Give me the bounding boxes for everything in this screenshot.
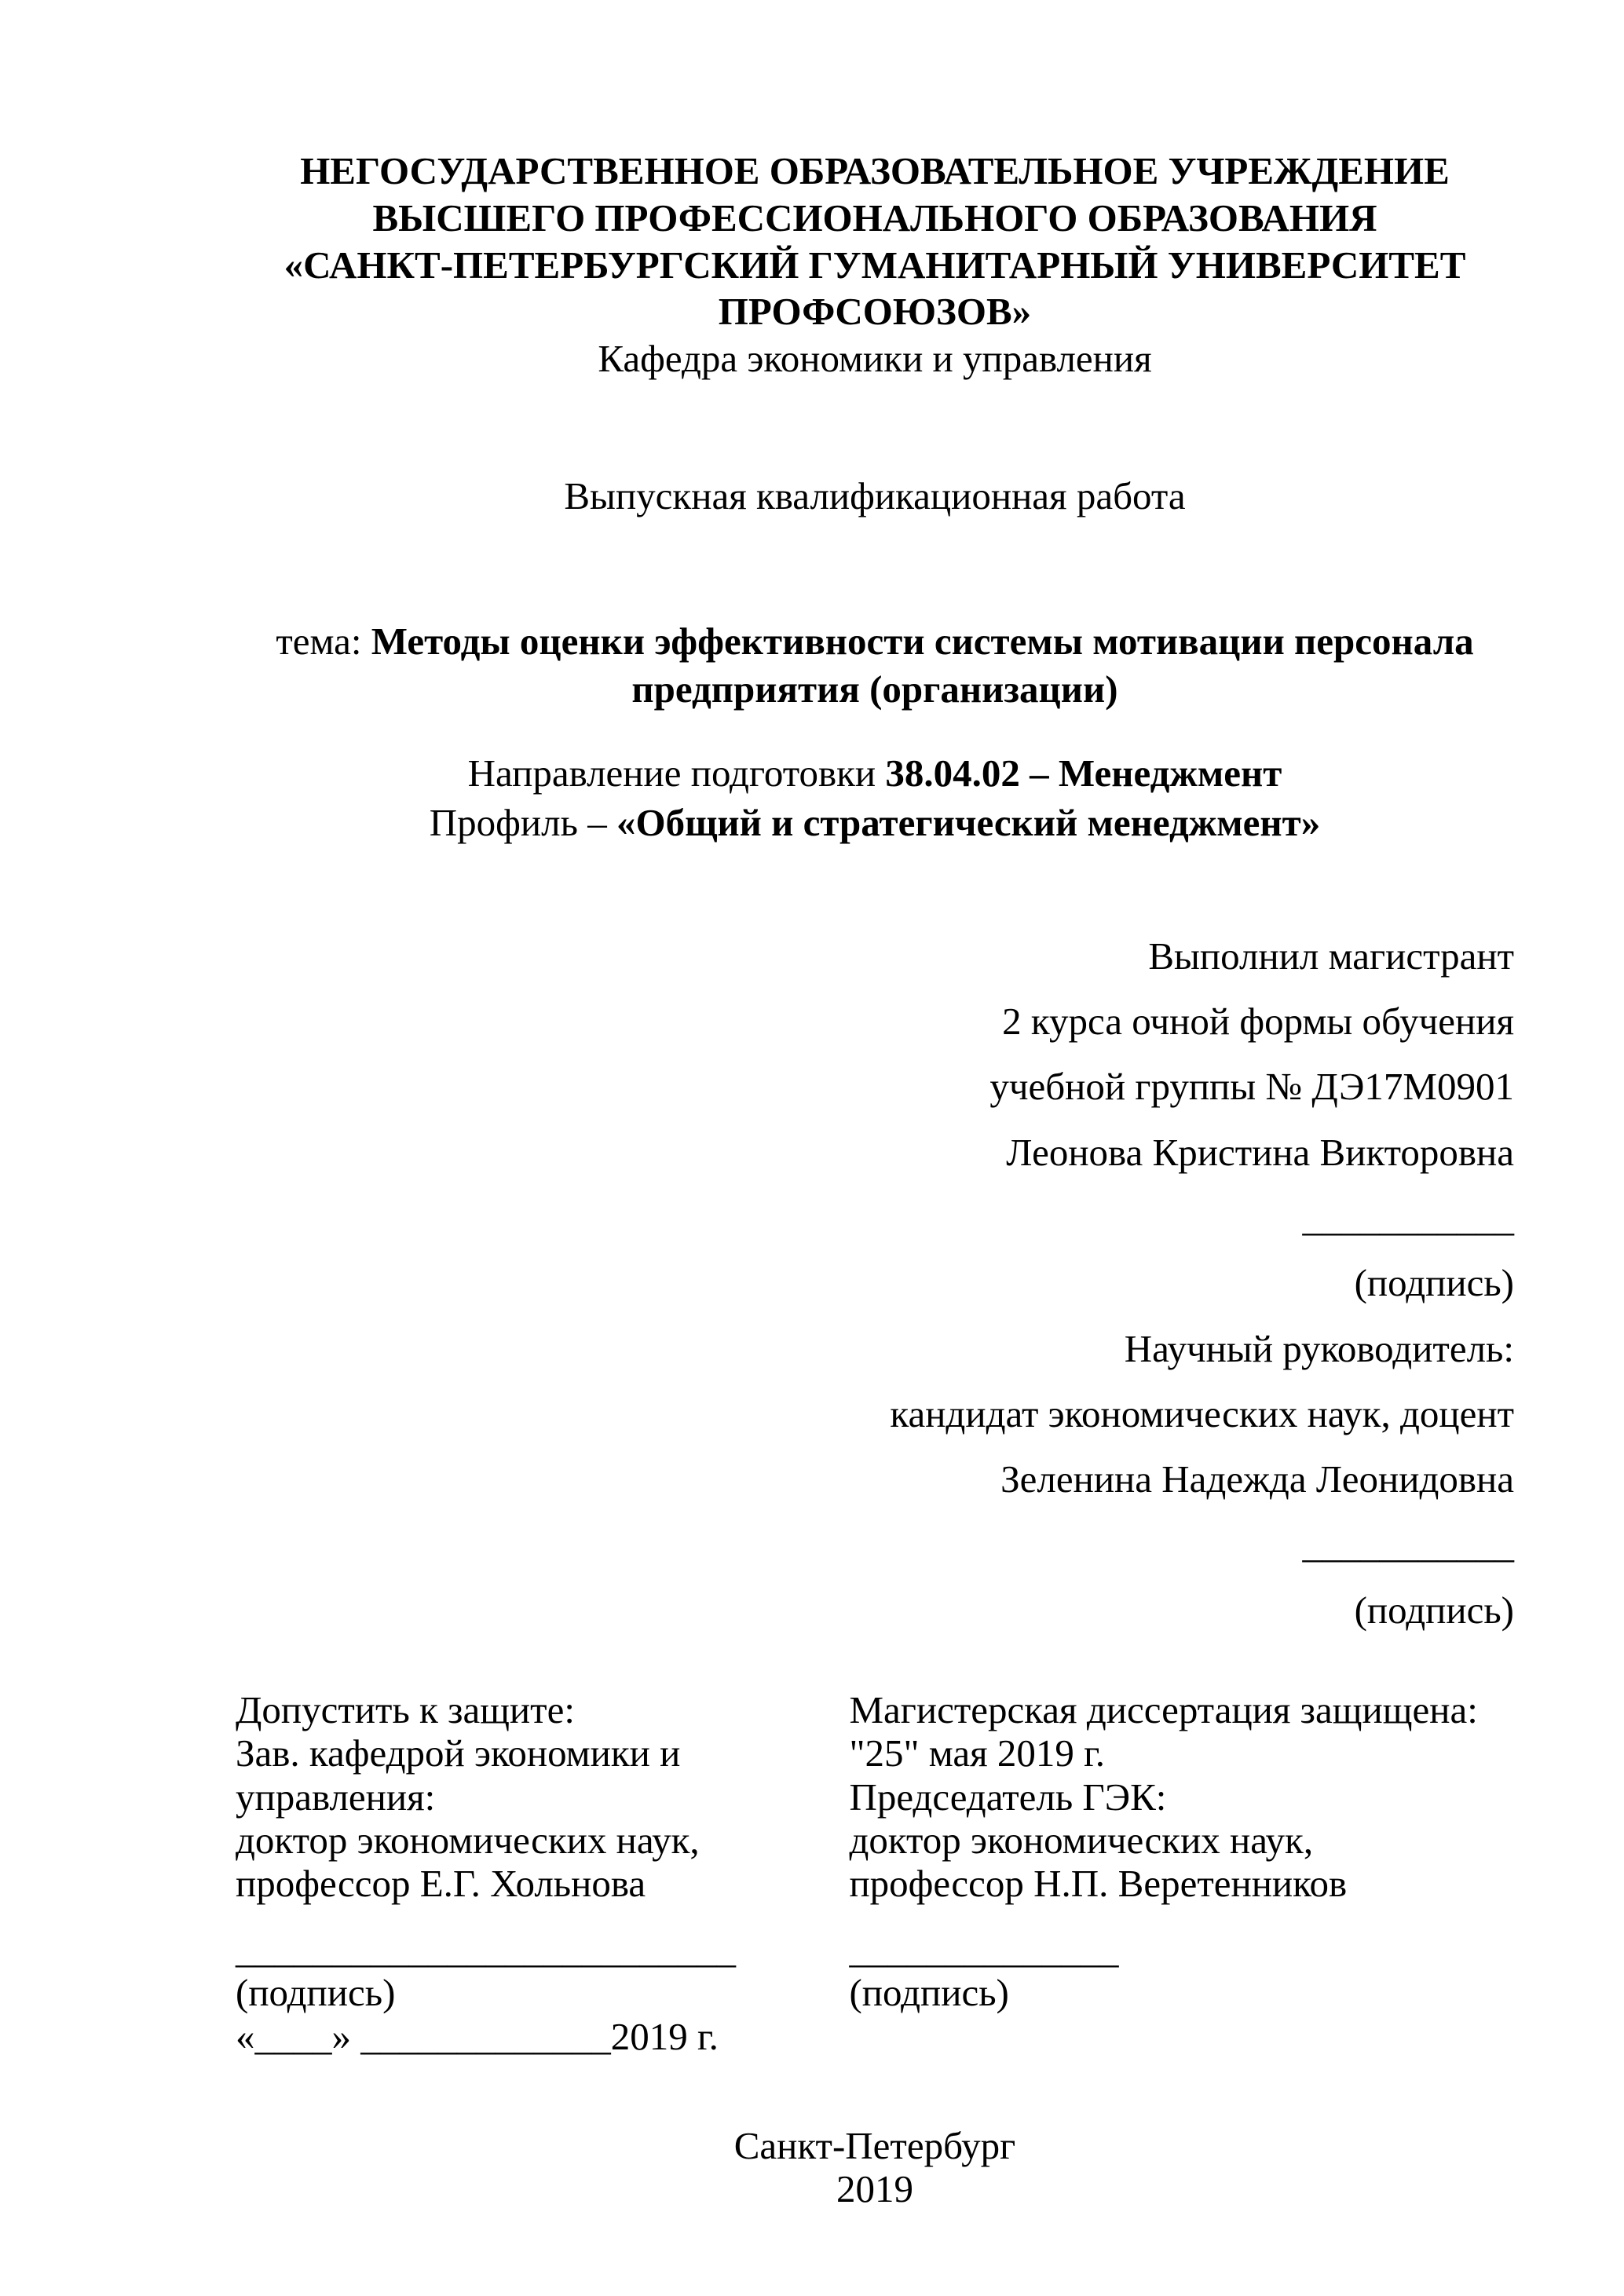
defense-line: профессор Н.П. Веретенников xyxy=(849,1862,1348,1906)
university-name-line-2: ВЫСШЕГО ПРОФЕССИОНАЛЬНОГО ОБРАЗОВАНИЯ xyxy=(372,196,1377,239)
author-name: Леонова Кристина Викторовна xyxy=(1006,1130,1514,1174)
author-supervisor-block xyxy=(236,923,1514,1643)
footer-city: Санкт-Петербург xyxy=(733,2123,1016,2167)
admission-date-line: «____» _____________2019 г. xyxy=(236,2014,719,2058)
profile-value: «Общий и стратегический менеджмент» xyxy=(616,801,1321,845)
defense-line: "25" мая 2019 г. xyxy=(849,1731,1105,1775)
defense-line: Председатель ГЭК: xyxy=(849,1775,1167,1819)
profile-line xyxy=(236,799,1514,848)
admission-block xyxy=(236,1688,849,2058)
author-line: Выполнил магистрант xyxy=(1148,934,1514,978)
author-line: учебной группы № ДЭ17М0901 xyxy=(989,1065,1514,1109)
supervisor-heading: Научный руководитель: xyxy=(1124,1326,1514,1370)
topic-title: Методы оценки эффективности системы мотивации персонала предприятия (организации) xyxy=(371,619,1474,711)
admission-signature-line: __________________________ xyxy=(236,1927,736,1971)
approval-section xyxy=(236,1688,1514,2058)
supervisor-name: Зеленина Надежда Леонидовна xyxy=(1000,1457,1514,1501)
admission-line: доктор экономических наук, xyxy=(236,1819,700,1863)
direction-line xyxy=(236,749,1514,799)
admission-line: Зав. кафедрой экономики и xyxy=(236,1731,681,1775)
supervisor-signature-line: ___________ xyxy=(1302,1523,1514,1567)
author-line: 2 курса очной формы обучения xyxy=(1002,1000,1514,1044)
profile-label: Профиль – xyxy=(429,801,616,845)
thesis-topic xyxy=(236,617,1514,714)
direction-label: Направление подготовки xyxy=(467,751,886,795)
university-name-line-1: НЕГОСУДАРСТВЕННОЕ ОБРАЗОВАТЕЛЬНОЕ УЧРЕЖДЕНИЕ xyxy=(300,149,1450,192)
admission-line: управления: xyxy=(236,1775,436,1819)
direction-value: 38.04.02 – Менеджмент xyxy=(885,751,1282,795)
topic-label: тема: xyxy=(276,619,371,663)
defense-block xyxy=(849,1688,1514,2058)
defense-line: Магистерская диссертация защищена: xyxy=(849,1688,1478,1732)
supervisor-degree: кандидат экономических наук, доцент xyxy=(890,1391,1514,1435)
footer xyxy=(236,2124,1514,2211)
department-line: Кафедра экономики и управления xyxy=(598,337,1152,381)
work-type-title: Выпускная квалификационная работа xyxy=(564,473,1186,517)
author-signature-caption: (подпись) xyxy=(1354,1261,1514,1305)
university-header xyxy=(236,148,1514,382)
author-signature-line: ___________ xyxy=(1302,1195,1514,1239)
footer-year: 2019 xyxy=(836,2167,913,2211)
admission-line: Допустить к защите: xyxy=(236,1688,575,1732)
defense-signature-caption: (подпись) xyxy=(849,1971,1009,2015)
university-name-line-4: ПРОФСОЮЗОВ» xyxy=(718,290,1032,334)
admission-line: профессор Е.Г. Хольнова xyxy=(236,1862,646,1906)
supervisor-signature-caption: (подпись) xyxy=(1354,1588,1514,1632)
admission-signature-caption: (подпись) xyxy=(236,1971,396,2015)
defense-line: доктор экономических наук, xyxy=(849,1819,1314,1863)
university-name-line-3: «САНКТ-ПЕТЕРБУРГСКИЙ ГУМАНИТАРНЫЙ УНИВЕРСИТЕТ xyxy=(283,243,1466,287)
defense-signature-line: ______________ xyxy=(849,1927,1119,1971)
program-info xyxy=(236,749,1514,847)
